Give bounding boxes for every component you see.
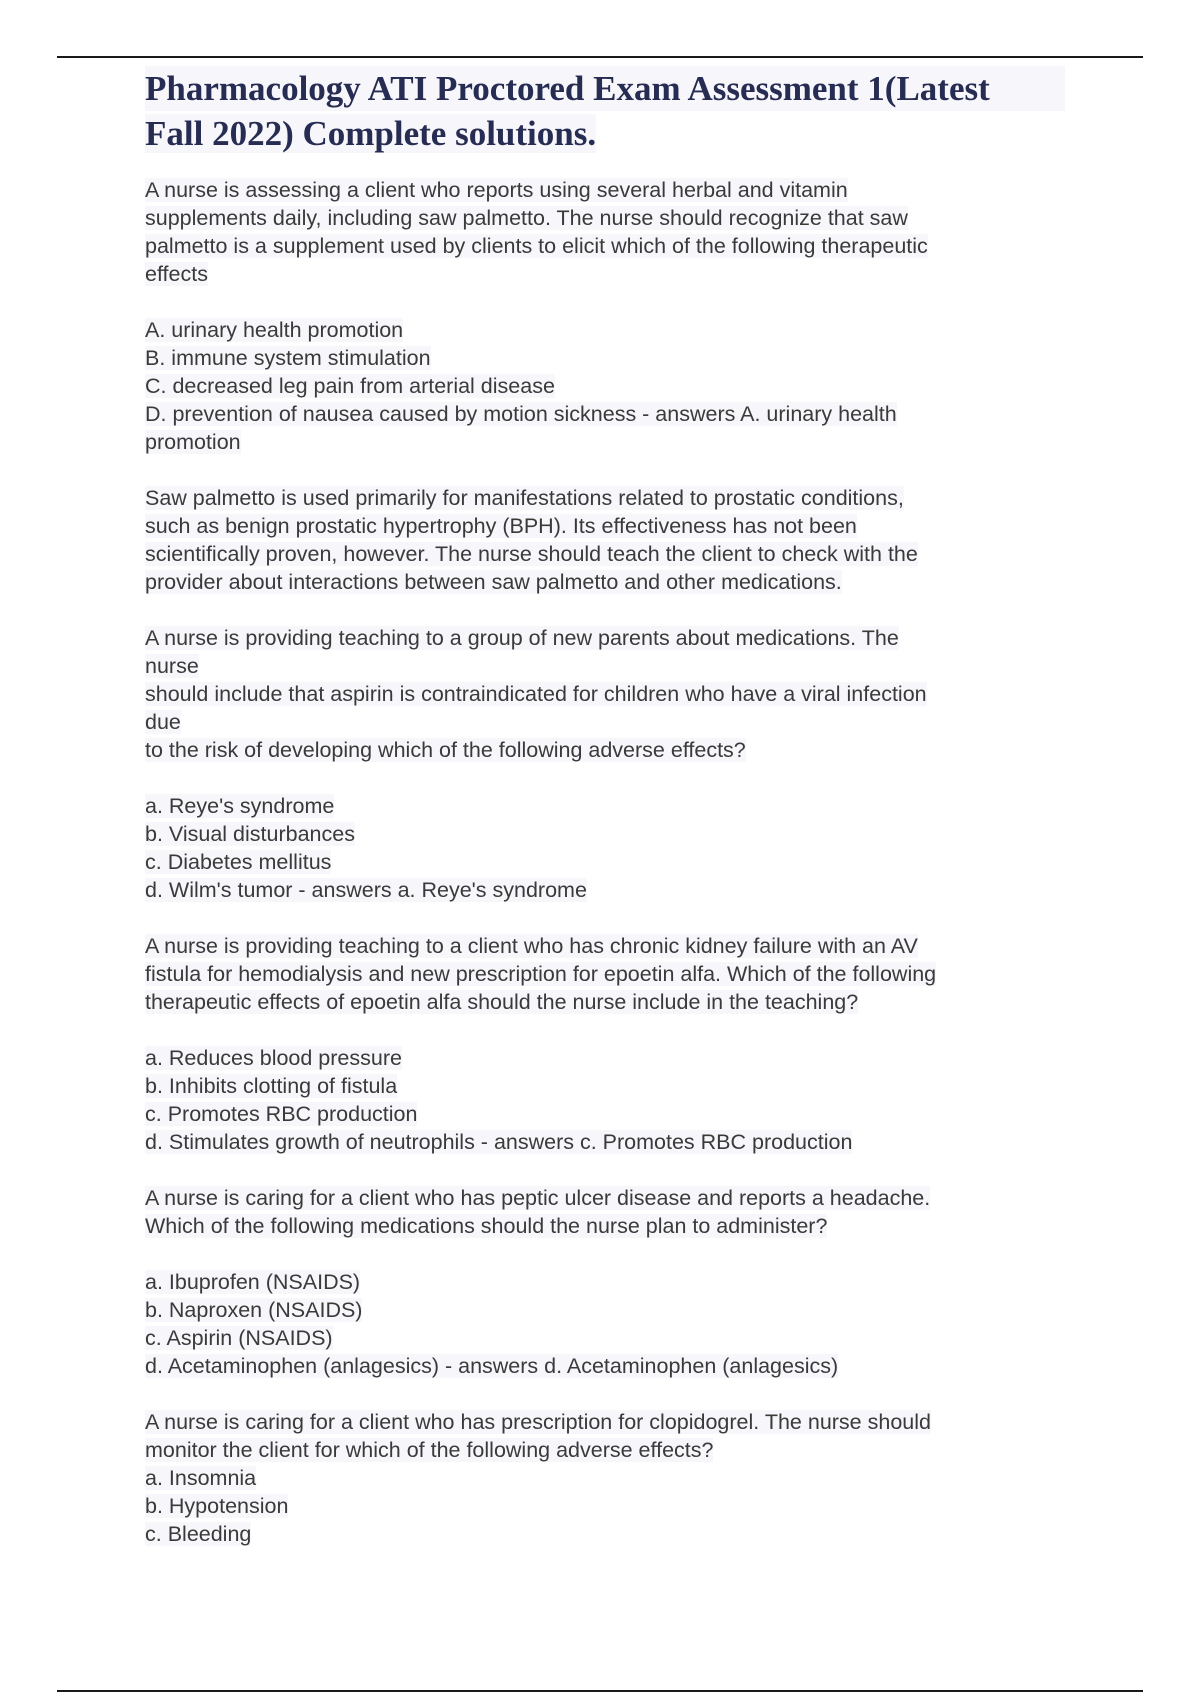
text-line — [145, 680, 1065, 708]
text-line — [145, 1408, 1065, 1436]
text-line-highlight: due — [145, 710, 181, 734]
text-line-highlight: such as benign prostatic hypertrophy (BPH). Its effectiveness has not been — [145, 514, 857, 538]
title-line: Fall 2022) Complete solutions. — [145, 114, 597, 153]
text-line — [145, 1492, 1065, 1520]
document-content — [145, 66, 1065, 1576]
text-line-highlight: promotion — [145, 430, 241, 454]
text-line — [145, 232, 1065, 260]
text-line — [145, 344, 1065, 372]
text-line — [145, 568, 1065, 596]
text-line-highlight: d. Stimulates growth of neutrophils - answers c. Promotes RBC production — [145, 1130, 853, 1154]
text-line-highlight: c. Promotes RBC production — [145, 1102, 418, 1126]
text-line-highlight: A nurse is providing teaching to a client who has chronic kidney failure with an AV — [145, 934, 918, 958]
text-line — [145, 932, 1065, 960]
question-blocks — [145, 176, 1065, 1548]
text-line-highlight: effects — [145, 262, 208, 286]
text-line-highlight: a. Insomnia — [145, 1466, 257, 1490]
text-line-highlight: Saw palmetto is used primarily for manifestations related to prostatic conditions, — [145, 486, 904, 510]
text-line-highlight: provider about interactions between saw palmetto and other medications. — [145, 570, 842, 594]
text-line — [145, 792, 1065, 820]
text-block — [145, 932, 1065, 1016]
text-line-highlight: scientifically proven, however. The nurse should teach the client to check with the — [145, 542, 918, 566]
text-line-highlight: A nurse is providing teaching to a group of new parents about medications. The — [145, 626, 899, 650]
text-line — [145, 484, 1065, 512]
text-line-highlight: D. prevention of nausea caused by motion sickness - answers A. urinary health — [145, 402, 897, 426]
text-line — [145, 1324, 1065, 1352]
text-line — [145, 960, 1065, 988]
text-line — [145, 428, 1065, 456]
text-line — [145, 204, 1065, 232]
text-line-highlight: a. Reye's syndrome — [145, 794, 335, 818]
text-line-highlight: c. Diabetes mellitus — [145, 850, 332, 874]
text-line — [145, 652, 1065, 680]
text-block — [145, 1408, 1065, 1548]
text-line — [145, 1072, 1065, 1100]
text-line-highlight: b. Naproxen (NSAIDS) — [145, 1298, 363, 1322]
text-line-highlight: should include that aspirin is contraindicated for children who have a viral infection — [145, 682, 927, 706]
text-line — [145, 848, 1065, 876]
bottom-rule — [57, 1690, 1143, 1692]
text-line — [145, 372, 1065, 400]
text-line-highlight: c. Aspirin (NSAIDS) — [145, 1326, 333, 1350]
text-line-highlight: B. immune system stimulation — [145, 346, 431, 370]
text-line-highlight: A nurse is caring for a client who has prescription for clopidogrel. The nurse should — [145, 1410, 931, 1434]
text-line — [145, 1464, 1065, 1492]
text-line — [145, 988, 1065, 1016]
text-block — [145, 624, 1065, 764]
text-line — [145, 1128, 1065, 1156]
text-block — [145, 316, 1065, 456]
text-line-highlight: b. Inhibits clotting of fistula — [145, 1074, 398, 1098]
text-line — [145, 176, 1065, 204]
text-line-highlight: a. Ibuprofen (NSAIDS) — [145, 1270, 361, 1294]
text-block — [145, 484, 1065, 596]
text-line-highlight: c. Bleeding — [145, 1522, 252, 1546]
text-line-highlight: therapeutic effects of epoetin alfa should the nurse include in the teaching? — [145, 990, 859, 1014]
text-block — [145, 1044, 1065, 1156]
text-line — [145, 624, 1065, 652]
text-line-highlight: A nurse is caring for a client who has peptic ulcer disease and reports a headache. — [145, 1186, 931, 1210]
text-line-highlight: Which of the following medications should the nurse plan to administer? — [145, 1214, 828, 1238]
text-line — [145, 708, 1065, 736]
text-line — [145, 260, 1065, 288]
text-line — [145, 1296, 1065, 1324]
text-line — [145, 540, 1065, 568]
text-line-highlight: to the risk of developing which of the following adverse effects? — [145, 738, 746, 762]
text-line-highlight: fistula for hemodialysis and new prescription for epoetin alfa. Which of the following — [145, 962, 937, 986]
text-line — [145, 1212, 1065, 1240]
text-line — [145, 1100, 1065, 1128]
text-line-highlight: a. Reduces blood pressure — [145, 1046, 402, 1070]
text-line — [145, 1352, 1065, 1380]
document-title — [145, 66, 1065, 156]
text-line — [145, 1184, 1065, 1212]
text-line-highlight: b. Visual disturbances — [145, 822, 355, 846]
text-block — [145, 176, 1065, 288]
text-block — [145, 1184, 1065, 1240]
title-line: Pharmacology ATI Proctored Exam Assessment 1(Latest — [145, 66, 1065, 111]
text-line-highlight: supplements daily, including saw palmetto. The nurse should recognize that saw — [145, 206, 908, 230]
text-line — [145, 876, 1065, 904]
text-line — [145, 400, 1065, 428]
text-line — [145, 316, 1065, 344]
text-line-highlight: monitor the client for which of the following adverse effects? — [145, 1438, 714, 1462]
text-line-highlight: d. Wilm's tumor - answers a. Reye's syndrome — [145, 878, 587, 902]
text-line — [145, 1436, 1065, 1464]
text-line-highlight: A nurse is assessing a client who reports using several herbal and vitamin — [145, 178, 848, 202]
text-line-highlight: b. Hypotension — [145, 1494, 289, 1518]
text-line-highlight: palmetto is a supplement used by clients to elicit which of the following therapeutic — [145, 234, 928, 258]
top-rule — [57, 56, 1143, 58]
text-line — [145, 1268, 1065, 1296]
text-line-highlight: A. urinary health promotion — [145, 318, 404, 342]
text-line-highlight: nurse — [145, 654, 199, 678]
text-line — [145, 820, 1065, 848]
text-line — [145, 1520, 1065, 1548]
text-line — [145, 512, 1065, 540]
text-line — [145, 736, 1065, 764]
text-block — [145, 792, 1065, 904]
text-block — [145, 1268, 1065, 1380]
text-line — [145, 1044, 1065, 1072]
text-line-highlight: C. decreased leg pain from arterial disease — [145, 374, 555, 398]
text-line-highlight: d. Acetaminophen (anlagesics) - answers d. Acetaminophen (anlagesics) — [145, 1354, 839, 1378]
